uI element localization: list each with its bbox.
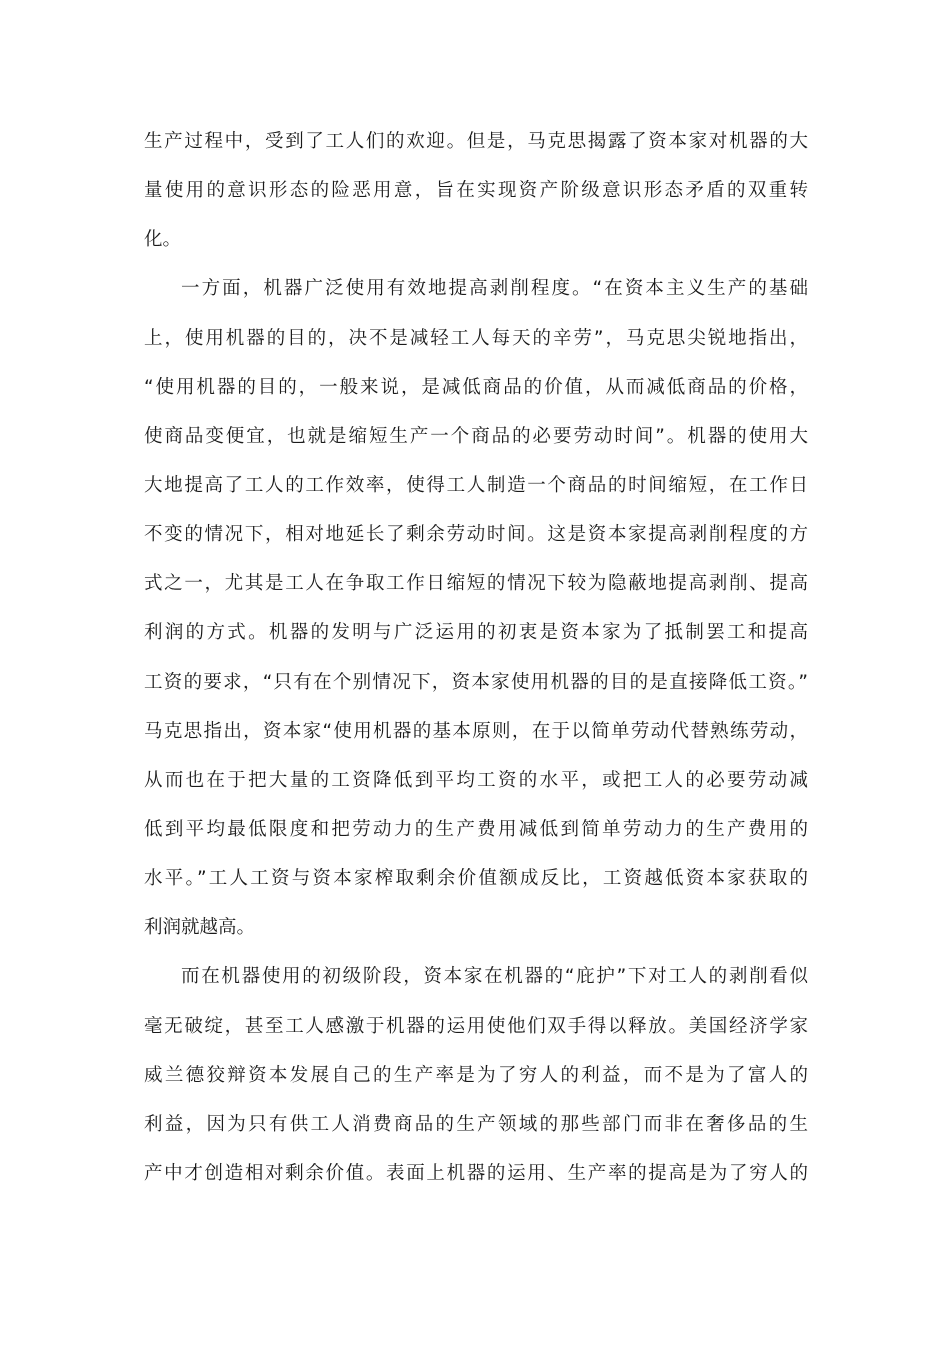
text-line: 大地提高了工人的工作效率，使得工人制造一个商品的时间缩短，在工作日 bbox=[144, 474, 808, 496]
text-line: “使用机器的目的，一般来说，是减低商品的价值，从而减低商品的价格， bbox=[144, 376, 808, 398]
text-line: 生产过程中，受到了工人们的欢迎。但是，马克思揭露了资本家对机器的大 bbox=[144, 131, 808, 152]
text-line: 低到平均最低限度和把劳动力的生产费用减低到简单劳动力的生产费用的 bbox=[144, 818, 808, 840]
text-line: 产中才创造相对剩余价值。表面上机器的运用、生产率的提高是为了穷人的 bbox=[144, 1162, 808, 1184]
text-line: 量使用的意识形态的险恶用意，旨在实现资产阶级意识形态矛盾的双重转 bbox=[144, 180, 808, 202]
text-line: 一方面，机器广泛使用有效地提高剥削程度。“在资本主义生产的基础 bbox=[181, 278, 808, 300]
text-line: 利益，因为只有供工人消费商品的生产领域的那些部门而非在奢侈品的生 bbox=[144, 1113, 808, 1135]
text-line: 式之一，尤其是工人在争取工作日缩短的情况下较为隐蔽地提高剥削、提高 bbox=[144, 573, 808, 595]
text-line: 使商品变便宜，也就是缩短生产一个商品的必要劳动时间”。机器的使用大 bbox=[144, 425, 808, 447]
text-line: 水平。”工人工资与资本家榨取剩余价值额成反比，工资越低资本家获取的 bbox=[144, 868, 808, 890]
text-line: 上，使用机器的目的，决不是减轻工人每天的辛劳”，马克思尖锐地指出， bbox=[144, 327, 808, 349]
text-line: 威兰德狡辩资本发展自己的生产率是为了穷人的利益，而不是为了富人的 bbox=[144, 1064, 808, 1086]
text-line: 从而也在于把大量的工资降低到平均工资的水平，或把工人的必要劳动减 bbox=[144, 769, 808, 791]
text-line: 利润就越高。 bbox=[144, 917, 256, 939]
text-line: 工资的要求，“只有在个别情况下，资本家使用机器的目的是直接降低工资。” bbox=[144, 671, 808, 693]
text-line: 化。 bbox=[144, 229, 182, 251]
body-text bbox=[144, 122, 808, 1203]
text-line: 毫无破绽，甚至工人感激于机器的运用使他们双手得以释放。美国经济学家 bbox=[144, 1015, 808, 1037]
text-line: 而在机器使用的初级阶段，资本家在机器的“庇护”下对工人的剥削看似 bbox=[181, 966, 808, 988]
text-line: 马克思指出，资本家“使用机器的基本原则，在于以简单劳动代替熟练劳动， bbox=[144, 720, 808, 742]
text-line: 利润的方式。机器的发明与广泛运用的初衷是资本家为了抵制罢工和提高 bbox=[144, 622, 808, 644]
text-line: 不变的情况下，相对地延长了剩余劳动时间。这是资本家提高剥削程度的方 bbox=[144, 524, 808, 546]
